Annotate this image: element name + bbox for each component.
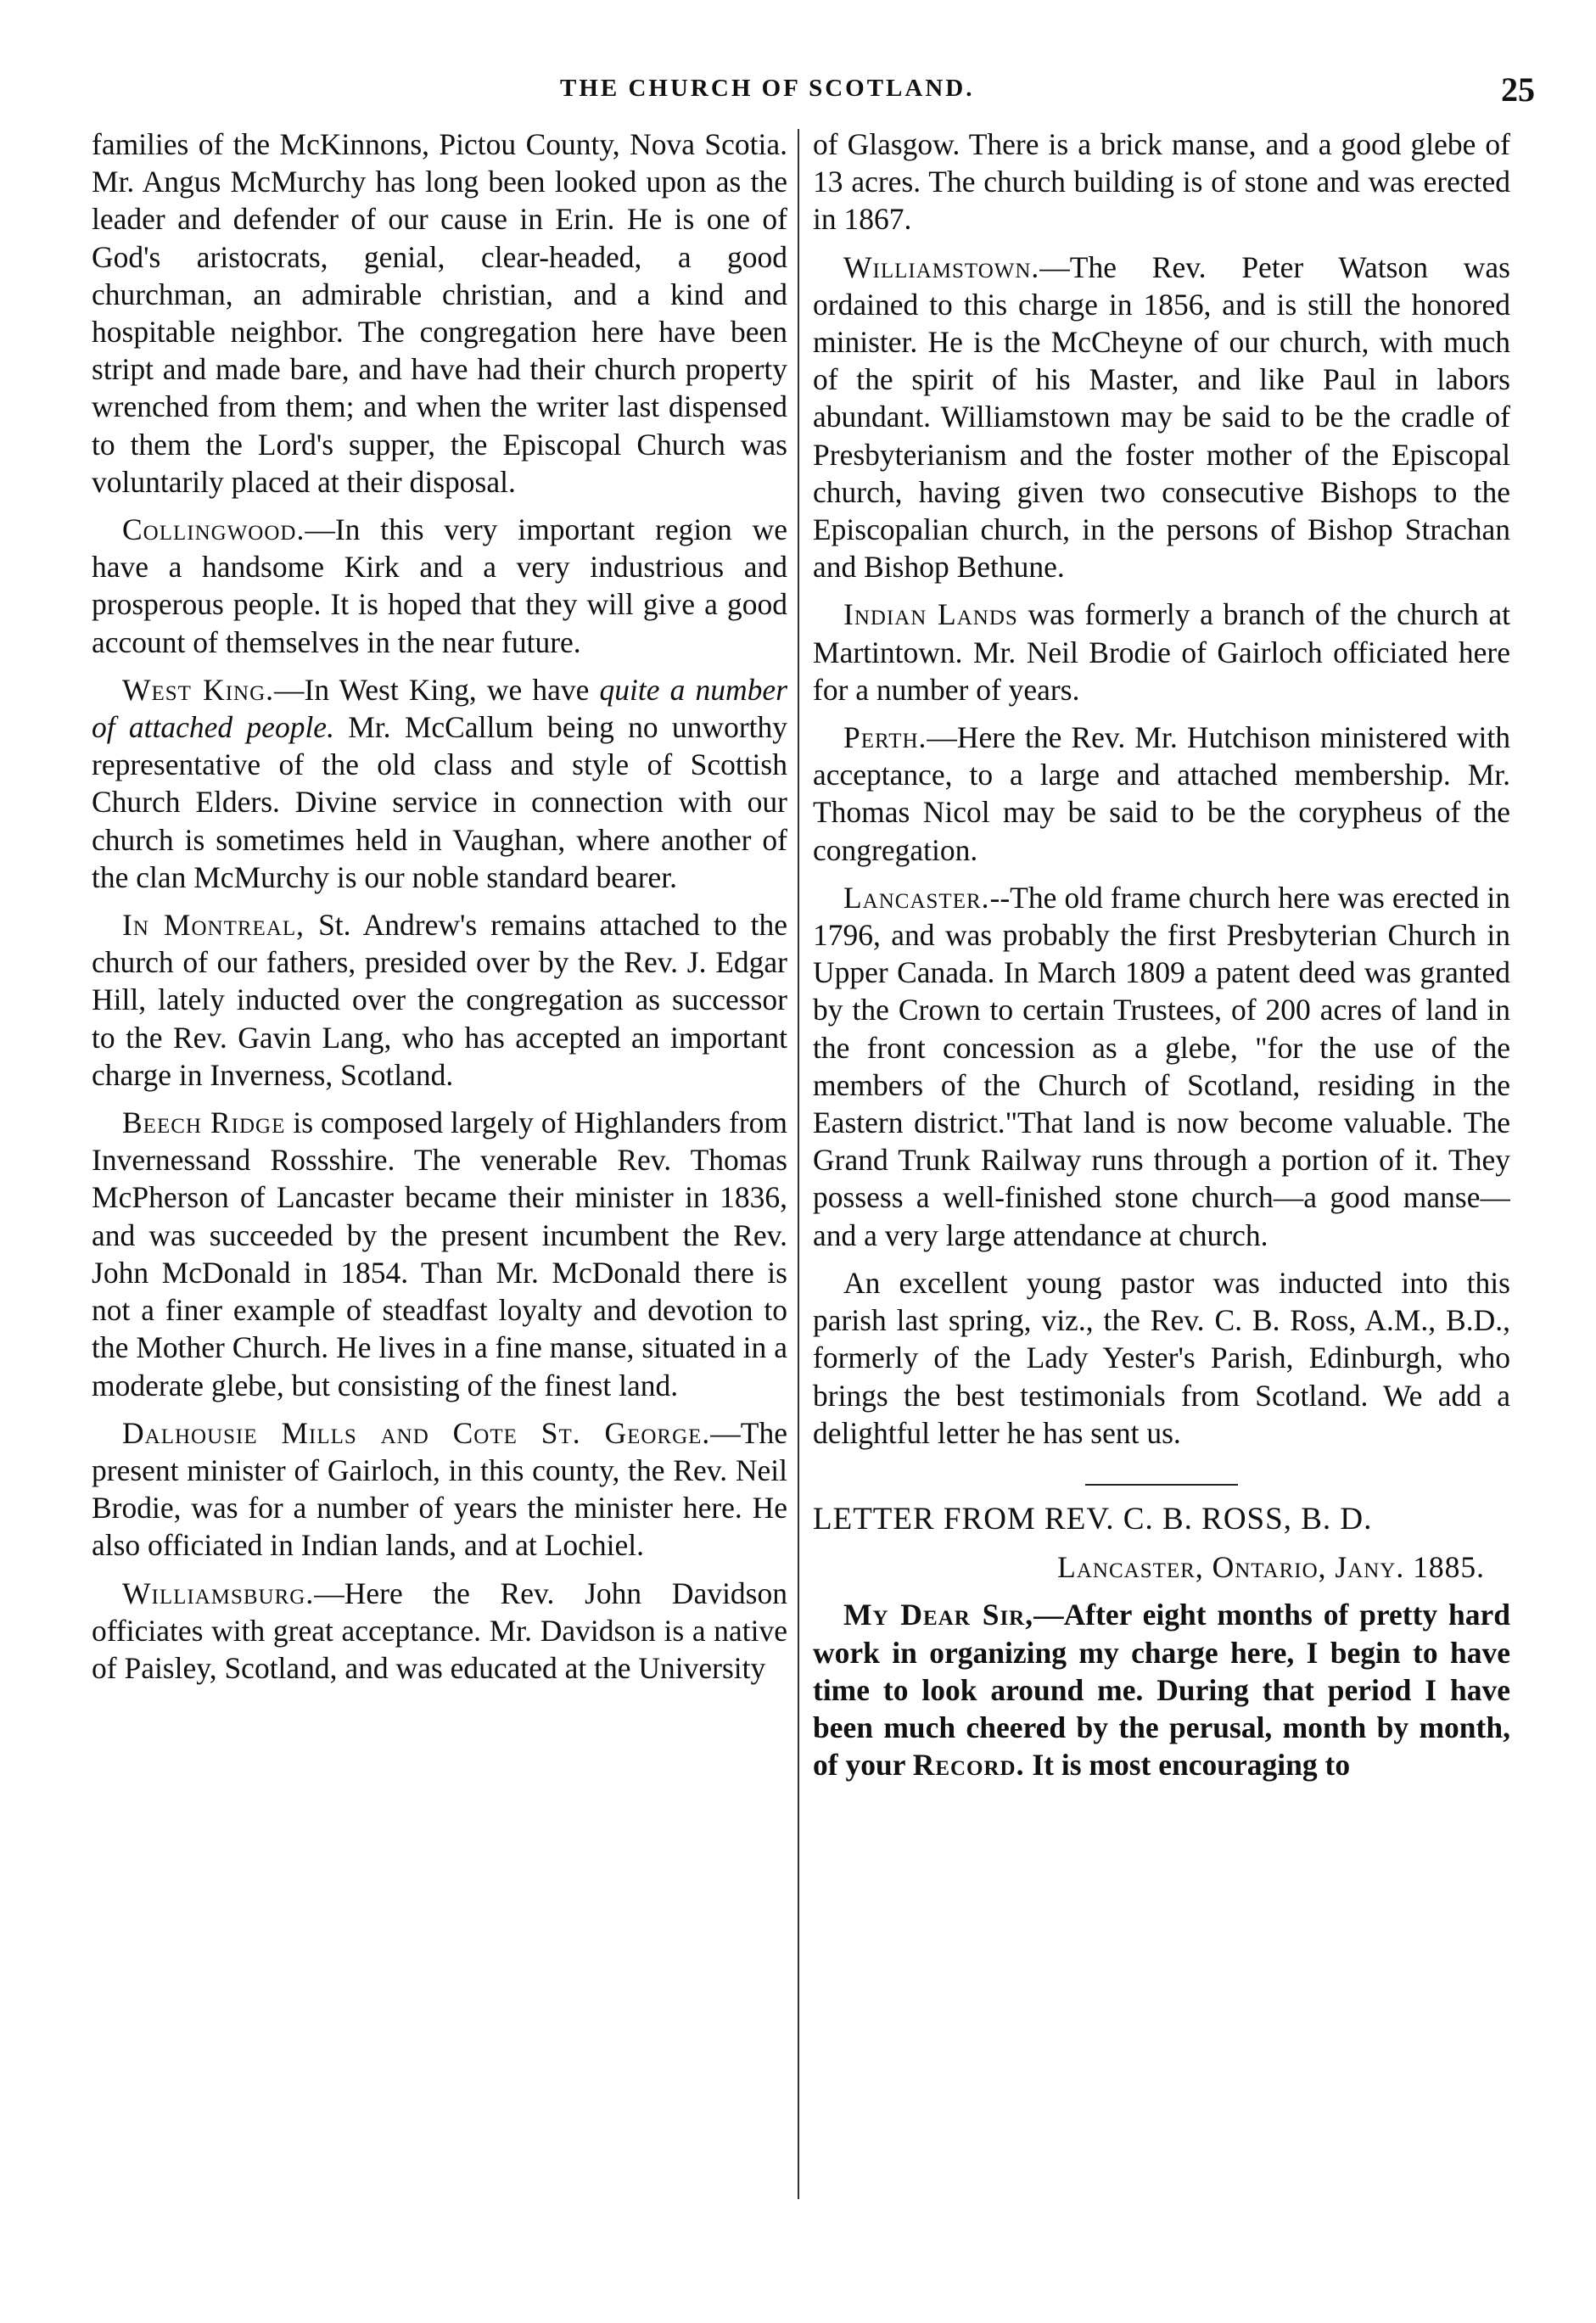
paragraph-lancaster (813, 879, 1510, 1254)
paragraph-montreal (92, 906, 787, 1094)
paragraph-williamsburg (92, 1575, 787, 1688)
section-heading-montreal: In Montreal, (122, 908, 305, 943)
running-title: THE CHURCH OF SCOTLAND. (560, 75, 975, 102)
paragraph-perth (813, 719, 1510, 869)
paragraph-text: of Glasgow. There is a brick manse, and a good glebe of 13 acres. The church building is of stone and was erected in 1867. (813, 127, 1510, 237)
letter-title: LETTER FROM REV. C. B. ROSS, B. D. (813, 1501, 1373, 1537)
paragraph-text: Mr. McCallum being no unworthy representative of the old class and style of Scottish Church Elders. Divine service in connection with our church is sometimes held in Vaughan, where another of the clan McMurchy is our noble standard bearer. (92, 710, 787, 894)
left-column (92, 126, 787, 2213)
record-title: Record. (912, 1748, 1025, 1783)
column-divider (798, 129, 799, 2199)
page-number: 25 (1501, 70, 1535, 109)
letter-dateline: Lancaster, Ontario, Jany. 1885. (1057, 1550, 1485, 1585)
paragraph-text: —The present minister of Gairloch, in this county, the Rev. Neil Brodie, was for a number of years the minister here. He also officiated in Indian lands, and at Lochiel. (92, 1415, 787, 1563)
section-heading-beech-ridge: Beech Ridge (122, 1106, 286, 1140)
paragraph-glasgow (813, 126, 1510, 238)
section-heading-indian-lands: Indian Lands (843, 597, 1018, 632)
paragraph-text: —After eight months of pretty hard work in organizing my charge here, I begin to have time to look around me. During that period I have been much cheered by the perusal, month by month, of your (813, 1598, 1510, 1783)
section-separator-rule (1085, 1484, 1238, 1486)
paragraph-letter-body (813, 1596, 1510, 1783)
paragraph-new-pastor (813, 1264, 1510, 1452)
paragraph-indian-lands (813, 596, 1510, 708)
letter-salutation: My Dear Sir, (843, 1598, 1034, 1632)
paragraph-williamstown (813, 249, 1510, 586)
paragraph-beech-ridge (92, 1104, 787, 1404)
section-heading-perth: Perth. (843, 720, 927, 755)
paragraph-text: —In this very important region we have a handsome Kirk and a very industrious and prosperous people. It is hoped that they will give a good account of themselves in the near future. (92, 512, 787, 659)
paragraph-text: was formerly a branch of the church at Martintown. Mr. Neil Brodie of Gairloch officiated here for a number of years. (813, 597, 1510, 707)
paragraph-west-king (92, 671, 787, 896)
paragraph-dalhousie (92, 1414, 787, 1565)
paragraph-text: --The old frame church here was erected in 1796, and was probably the first Presbyterian Church in Upper Canada. In March 1809 a patent deed was granted by the Crown to certain Trustees, of 200 acres of land in the front concession as a glebe, "for the use of the members of the Church of Scotland, residing in the Eastern district."That land is now become valuable. The Grand Trunk Railway runs through a portion of it. They possess a well-finished stone church—a good manse—and a very large attendance at church. (813, 880, 1510, 1252)
paragraph-text: —Here the Rev. John Davidson officiates with great acceptance. Mr. Davidson is a native of Paisley, Scotland, and was educated at the University (92, 1576, 787, 1685)
section-heading-williamsburg: Williamsburg. (122, 1576, 315, 1610)
section-heading-west-king: West King. (122, 672, 275, 707)
paragraph-text: It is most encouraging to (1024, 1748, 1351, 1783)
paragraph-text: —Here the Rev. Mr. Hutchison ministered with acceptance, to a large and attached membership. Mr. Thomas Nicol may be said to be the corypheus of the congregation. (813, 720, 1510, 867)
paragraph-text: —In West King, we have (274, 672, 600, 707)
paragraph-text: An excellent young pastor was inducted into this parish last spring, viz., the Rev. C. B. Ross, A.M., B.D., formerly of the Lady Yester's Parish, Edinburgh, who brings the best testimonials from Scotland. We add a delightful letter he has sent us. (813, 1265, 1510, 1450)
section-heading-lancaster: Lancaster. (843, 880, 990, 915)
paragraph-text: is composed largely of Highlanders from Invernessand Rossshire. The venerable Rev. Thomas McPherson of Lancaster became their minister in 1836, and was succeeded by the present incumbent the Rev. John McDonald in 1854. Than Mr. McDonald there is not a finer example of steadfast loyalty and devotion to the Mother Church. He lives in a fine manse, situated in a moderate glebe, but consisting of the finest land. (92, 1106, 787, 1402)
page-header (0, 70, 1596, 112)
section-heading-dalhousie: Dalhousie Mills and Cote St. George. (122, 1415, 711, 1450)
paragraph-text: —The Rev. Peter Watson was ordained to this charge in 1856, and is still the honored minister. He is the McCheyne of our church, with much of the spirit of his Master, and like Paul in labors abundant. Williamstown may be said to be the cradle of Presbyterianism and the foster mother of the Episcopal church, having given two consecutive Bishops to the Episcopalian church, in the persons of Bishop Strachan and Bishop Bethune. (813, 249, 1510, 585)
paragraph-text: families of the McKinnons, Pictou County, Nova Scotia. Mr. Angus McMurchy has long been looked upon as the leader and defender of our cause in Erin. He is one of God's aristocrats, genial, clear-headed, a good churchman, an admirable christian, and a kind and hospitable neighbor. The congregation here have been stript and made bare, and have had their church property wrenched from them; and when the writer last dispensed to them the Lord's supper, the Episcopal Church was voluntarily placed at their disposal. (92, 127, 787, 499)
section-heading-williamstown: Williamstown. (843, 249, 1040, 284)
right-column (813, 126, 1510, 2213)
section-heading-collingwood: Collingwood. (122, 512, 305, 547)
paragraph-mckinnons (92, 126, 787, 501)
paragraph-collingwood (92, 511, 787, 661)
italic-text: quite a number of attached people. (92, 672, 787, 745)
paragraph-text: St. Andrew's remains attached to the church of our fathers, presided over by the Rev. J. Edgar Hill, lately inducted over the congregation as successor to the Rev. Gavin Lang, who has accepted an important charge in Inverness, Scotland. (92, 908, 787, 1092)
